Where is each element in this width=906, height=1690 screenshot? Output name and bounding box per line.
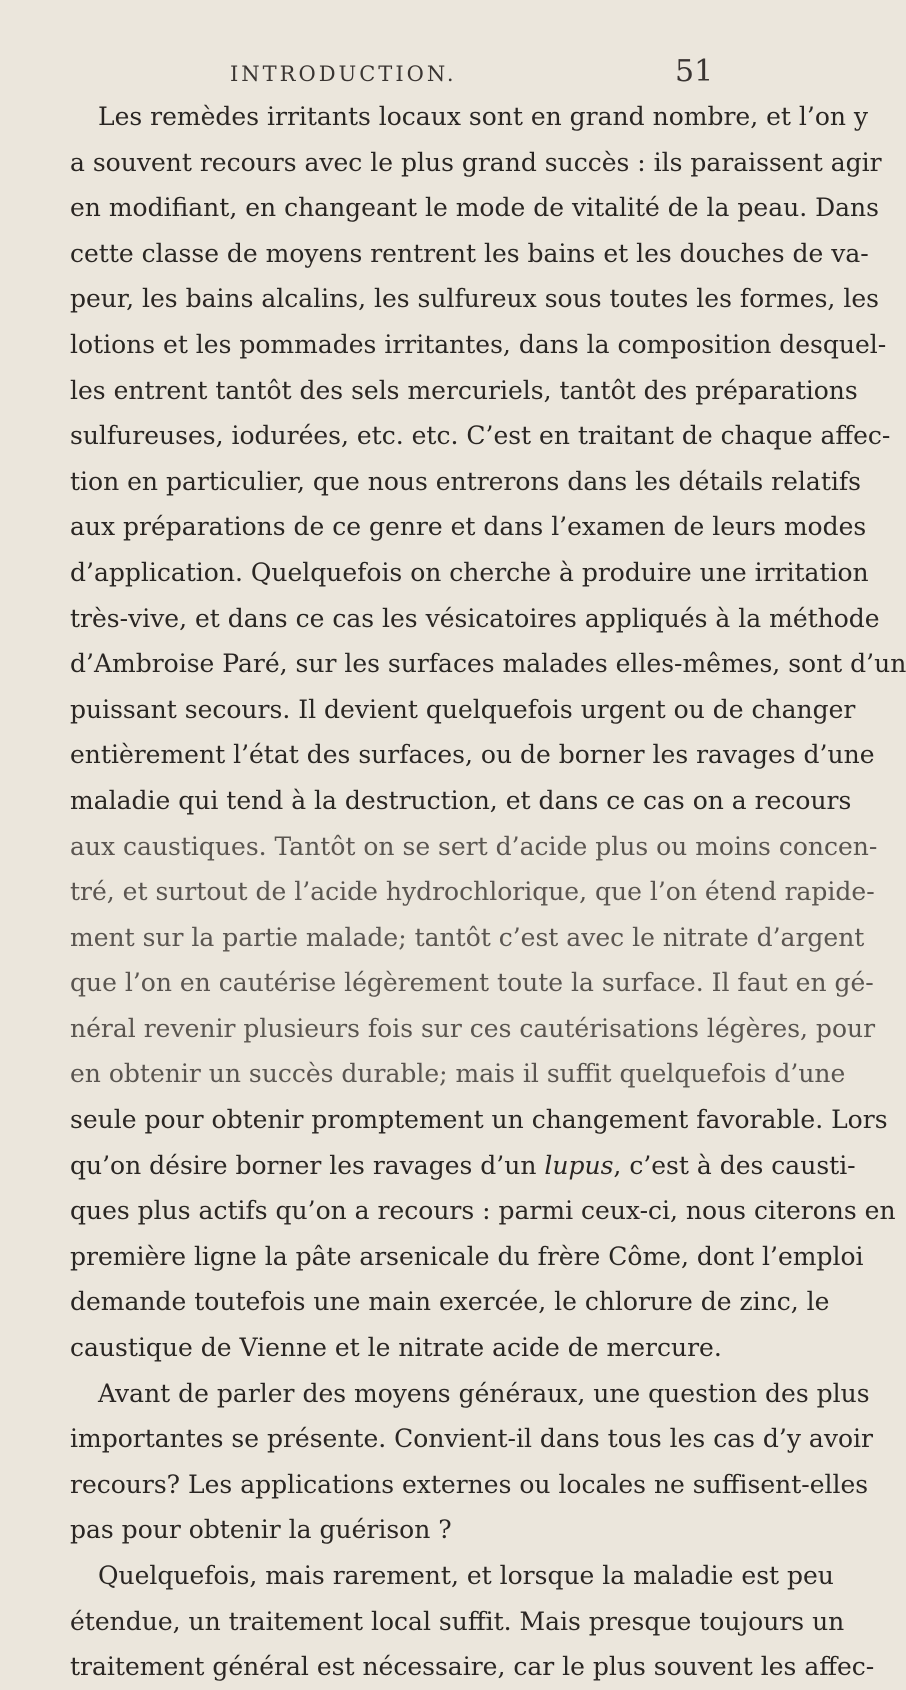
text-line: d’application. Quelquefois on cherche à produire une irritation	[70, 557, 869, 587]
text-line: que l’on en cautérise légèrement toute la surface. Il faut en gé-	[70, 968, 874, 998]
text-line: aux caustiques. Tantôt on se sert d’acide plus ou moins concen-	[70, 831, 878, 861]
text-line: a souvent recours avec le plus grand succès : ils paraissent agir	[70, 147, 882, 177]
text-line: tré, et surtout de l’acide hydrochlorique, que l’on étend rapide-	[70, 877, 875, 907]
text-line: ment sur la partie malade; tantôt c’est avec le nitrate d’argent	[70, 922, 865, 952]
text-line: caustique de Vienne et le nitrate acide de mercure.	[70, 1333, 722, 1363]
body-text	[70, 94, 906, 1690]
text-line: recours? Les applications externes ou locales ne suffisent-elles	[70, 1469, 869, 1499]
page-number: 51	[675, 54, 714, 89]
text-line: pas pour obtenir la guérison ?	[70, 1515, 452, 1545]
text-line: aux préparations de ce genre et dans l’examen de leurs modes	[70, 512, 867, 542]
text-line: peur, les bains alcalins, les sulfureux sous toutes les formes, les	[70, 284, 879, 314]
text-line: d’Ambroise Paré, sur les surfaces malades elles-mêmes, sont d’un	[70, 649, 906, 679]
text-line: entièrement l’état des surfaces, ou de borner les ravages d’une	[70, 740, 875, 770]
italic-term: lupus	[544, 1150, 614, 1180]
text-line: néral revenir plusieurs fois sur ces cautérisations légères, pour	[70, 1013, 876, 1043]
text-line: en obtenir un succès durable; mais il suffit quelquefois d’une	[70, 1059, 846, 1089]
text-line: cette classe de moyens rentrent les bains et les douches de va-	[70, 238, 869, 268]
paragraph-traitement	[70, 1553, 875, 1690]
text-line: qu’on désire borner les ravages d’un lupus, c’est à des causti-	[70, 1150, 856, 1180]
paragraph-remedes-irritants	[70, 94, 906, 1371]
text-line: en modifiant, en changeant le mode de vitalité de la peau. Dans	[70, 193, 879, 223]
text-line: lotions et les pommades irritantes, dans la composition desquel-	[70, 329, 887, 359]
page-header	[0, 54, 800, 94]
text-line: Quelquefois, mais rarement, et lorsque la maladie est peu	[98, 1561, 834, 1590]
text-line: importantes se présente. Convient-il dans tous les cas d’y avoir	[70, 1424, 873, 1454]
text-line: Avant de parler des moyens généraux, une question des plus	[98, 1378, 870, 1408]
text-line: maladie qui tend à la destruction, et dans ce cas on a recours	[70, 785, 852, 815]
text-line: sulfureuses, iodurées, etc. etc. C’est en traitant de chaque affec-	[70, 421, 891, 451]
text-line: traitement général est nécessaire, car le plus souvent les affec-	[70, 1652, 875, 1682]
paragraph-question	[70, 1371, 873, 1553]
text-line: les entrent tantôt des sels mercuriels, tantôt des préparations	[70, 375, 858, 405]
text-line: puissant secours. Il devient quelquefois urgent ou de changer	[70, 694, 856, 724]
text-line: première ligne la pâte arsenicale du frère Côme, dont l’emploi	[70, 1241, 864, 1271]
text-line: Les remèdes irritants locaux sont en grand nombre, et l’on y	[98, 102, 869, 131]
running-title: INTRODUCTION.	[230, 62, 457, 86]
text-line: très-vive, et dans ce cas les vésicatoires appliqués à la méthode	[70, 603, 880, 633]
text-line: étendue, un traitement local suffit. Mais presque toujours un	[70, 1606, 845, 1636]
text-line: demande toutefois une main exercée, le chlorure de zinc, le	[70, 1287, 830, 1317]
text-line: tion en particulier, que nous entrerons dans les détails relatifs	[70, 466, 861, 496]
text-line: ques plus actifs qu’on a recours : parmi ceux-ci, nous citerons en	[70, 1196, 896, 1226]
text-line: seule pour obtenir promptement un changement favorable. Lors	[70, 1105, 888, 1135]
